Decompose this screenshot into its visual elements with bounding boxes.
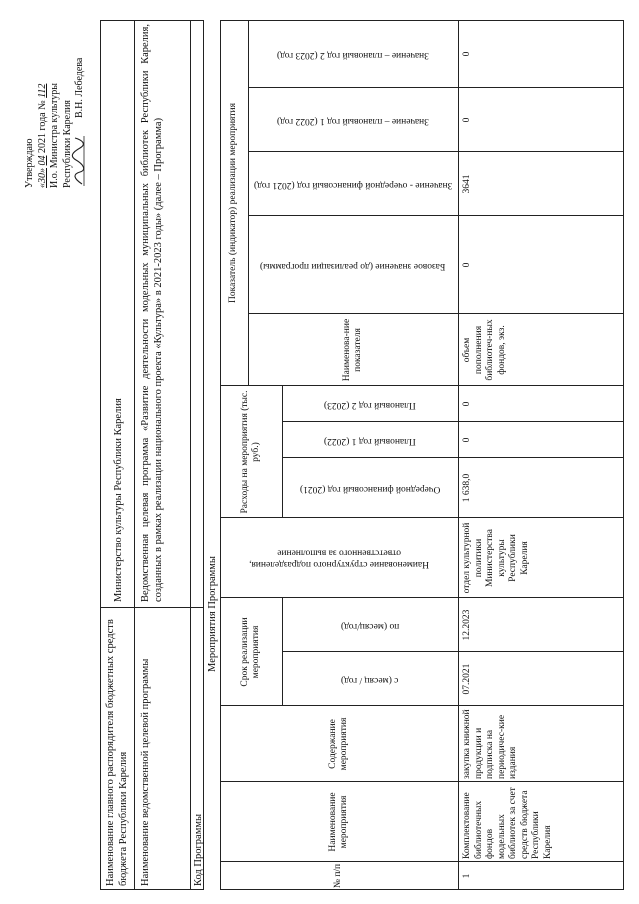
col-header-exp-plan2: Плановый год 2 (2023) <box>324 399 416 410</box>
cell-responsible: отдел культурной политики Министерства культуры Республики Карелия <box>462 522 530 594</box>
cell-num: 1 <box>462 873 472 879</box>
col-header-ind-name: Наименова-ние показателя <box>341 318 363 382</box>
header-row-sep-2 <box>190 20 191 890</box>
col-header-indicator: Показатель (индикатор) реализации мероприятия <box>228 102 239 304</box>
row-line <box>458 20 459 890</box>
col-header-content: Содержание мероприятия <box>327 717 349 771</box>
col-header-ind-plan2: Значение – плановый год 2 (2023 год) <box>277 49 429 60</box>
col-header-num-cell: № п/п <box>333 863 344 889</box>
col-header-ind-current: Значение - очередной финансовый год (2021 год) <box>253 179 453 190</box>
col-header-period-from: с (месяц / год) <box>341 674 399 685</box>
col-header-name: Наименование мероприятия <box>327 792 349 852</box>
header-divider <box>100 607 204 608</box>
header-label-3: Код Программы <box>193 813 204 886</box>
cell-to: 12.2023 <box>462 609 472 641</box>
approval-org: Республики Карелия <box>61 99 73 188</box>
approval-month: 04 <box>36 155 48 166</box>
cell-name: Комплектование библиотечных фондов модельных библиотек за счет средств бюджета Республики Карелия <box>462 787 553 859</box>
cell-ind-plan1: 0 <box>462 117 472 123</box>
col-header-responsible: Наименование структурного подразделения, ответственного за выполнение <box>249 548 429 570</box>
header-label-1: Наименование главного распорядителя бюджетных средств бюджета Республики Карелия <box>105 619 129 886</box>
approval-position: И.о. Министра культуры <box>49 83 60 188</box>
header-value-1: Министерство культуры Республики Карелия <box>113 398 124 602</box>
cell-exp-plan2: 0 <box>462 401 472 407</box>
cell-content: закупка книжной продукции и подписка на периодичес-кие издания <box>462 709 518 779</box>
header-row-sep-1 <box>134 20 135 890</box>
cell-exp-current: 1 638,0 <box>462 473 472 503</box>
cell-exp-plan1: 0 <box>462 437 472 443</box>
approval-year: 2021 года № <box>36 100 48 153</box>
col-header-period: Срок реализации мероприятия <box>239 617 261 687</box>
cell-ind-plan2: 0 <box>462 51 472 57</box>
section-title: Мероприятия Программы <box>207 556 218 672</box>
cell-ind-name: объем пополнения библиотеч-ных фондов, экз. <box>462 319 507 381</box>
cell-ind-base: 0 <box>462 262 472 268</box>
approval-number: 112 <box>36 83 48 98</box>
header-value-2: Ведомственная целевая программа «Развитие деятельности модельных муниципальных библиотек Республики Карелия, созданных в рамках реализации национального проекта «Культура» в 2021-2023 годы» (далее – Программа) <box>140 24 164 602</box>
approval-line-1: Утверждаю <box>24 138 35 188</box>
cell-from: 07.2021 <box>462 663 472 695</box>
col-header-exp-current: Очередной финансовый год (2021) <box>299 483 441 494</box>
approval-signer-name: В.Н. Лебедева <box>74 57 85 118</box>
col-header-ind-base: Базовое значение (до реализации программы) <box>260 260 446 271</box>
approval-day: «30» <box>36 168 48 188</box>
approval-block <box>24 13 96 188</box>
handwritten-signature <box>71 136 85 186</box>
approval-signature-line <box>74 13 87 188</box>
col-header-ind-plan1: Значение – плановый год 1 (2022 год) <box>277 115 429 126</box>
col-header-expenses: Расходы на мероприятия (тыс. руб.) <box>239 390 261 514</box>
col-header-period-to: по (месяц/год) <box>340 620 400 631</box>
col-header-exp-plan1: Плановый год 1 (2022) <box>324 435 416 446</box>
cell-ind-current: 3641 <box>462 174 472 194</box>
header-label-2: Наименование ведомственной целевой программы <box>140 658 151 886</box>
approval-date-line <box>37 13 50 188</box>
